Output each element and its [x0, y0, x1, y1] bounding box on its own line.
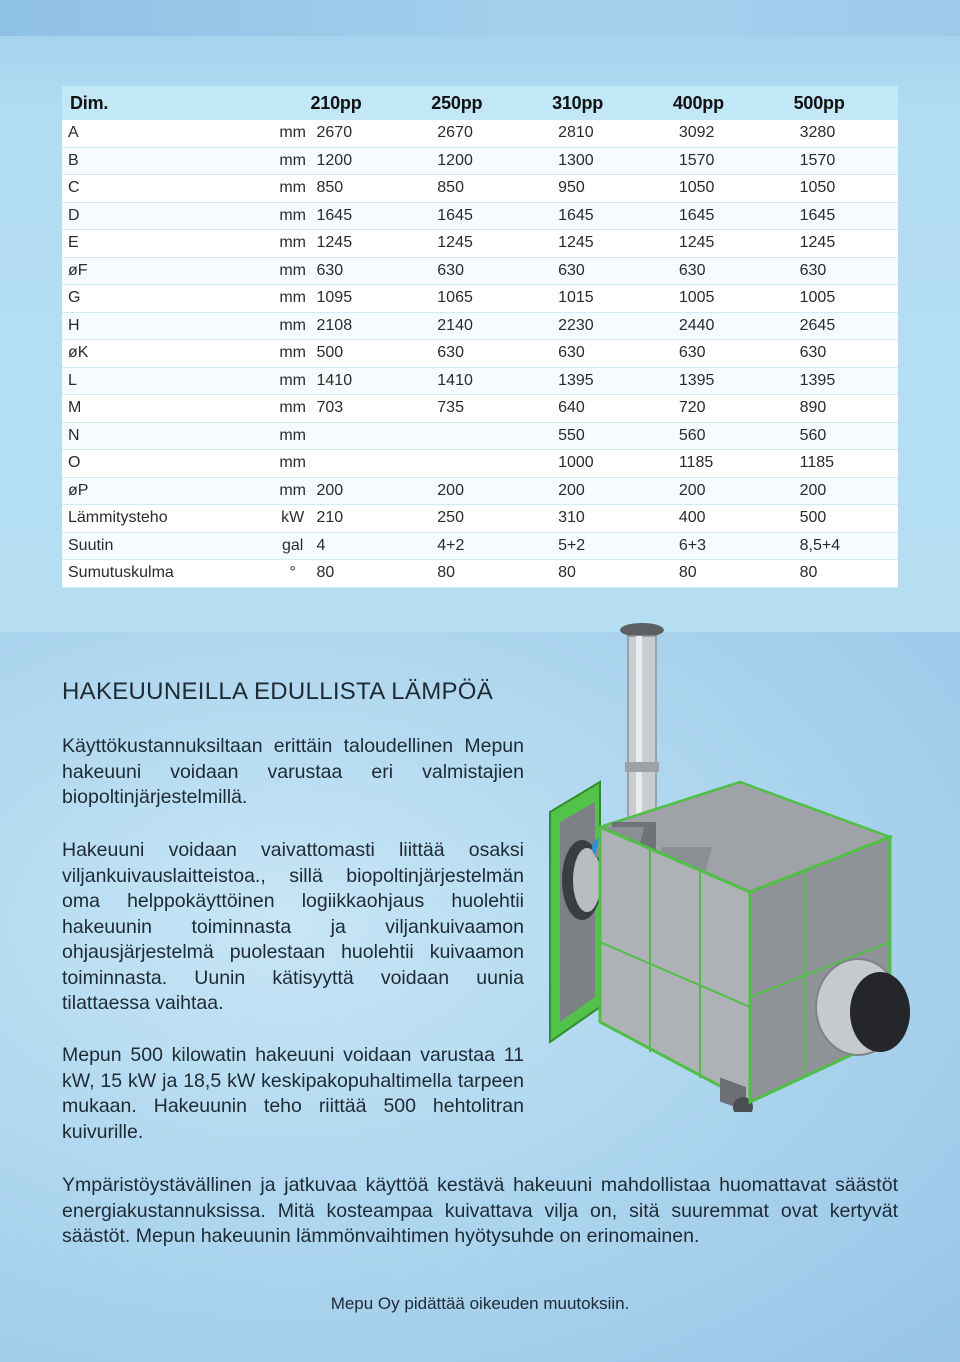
header-400pp: 400pp: [673, 86, 794, 120]
table-cell: 1050: [673, 175, 794, 203]
paragraph-3: Mepun 500 kilowatin hakeuuni voidaan varustaa 11 kW, 15 kW ja 18,5 kW keskipakopuhaltimella tarpeen mukaan. Hakeuunin teho riittää 500 hehtolitran kuivurille.: [62, 1044, 524, 1143]
table-cell: 200: [673, 477, 794, 505]
table-cell: 850: [431, 175, 552, 203]
table-cell: 1245: [431, 230, 552, 258]
table-cell: 1410: [431, 367, 552, 395]
table-cell: 3092: [673, 120, 794, 147]
table-cell: 1395: [794, 367, 898, 395]
table-cell: 560: [794, 422, 898, 450]
row-unit: gal: [275, 532, 311, 560]
header-310pp: 310pp: [552, 86, 673, 120]
table-cell: 1050: [794, 175, 898, 203]
row-unit: mm: [275, 422, 311, 450]
table-cell: 1200: [431, 147, 552, 175]
table-cell: 200: [552, 477, 673, 505]
paragraph-1: Käyttökustannuksiltaan erittäin taloudellinen Mepun hakeuuni voidaan varustaa eri valmistajien biopoltinjärjestelmillä.: [62, 735, 524, 808]
table-cell: 4+2: [431, 532, 552, 560]
table-row: [62, 532, 898, 560]
row-label: Lämmitysteho: [62, 505, 275, 533]
row-unit: mm: [275, 450, 311, 478]
table-cell: 250: [431, 505, 552, 533]
table-cell: 2810: [552, 120, 673, 147]
table-cell: 950: [552, 175, 673, 203]
footer-note: Mepu Oy pidättää oikeuden muutoksiin.: [330, 1294, 630, 1313]
table-cell: 2140: [431, 312, 552, 340]
row-unit: mm: [275, 257, 311, 285]
header-210pp: 210pp: [311, 86, 432, 120]
table-cell: 6+3: [673, 532, 794, 560]
table-cell: 2230: [552, 312, 673, 340]
table-cell: 1005: [673, 285, 794, 313]
row-unit: mm: [275, 202, 311, 230]
row-label: M: [62, 395, 275, 423]
row-unit: mm: [275, 175, 311, 203]
table-cell: 1395: [673, 367, 794, 395]
row-label: G: [62, 285, 275, 313]
table-cell: 630: [552, 257, 673, 285]
table-row: [62, 395, 898, 423]
table-cell: 2670: [311, 120, 432, 147]
row-label: O: [62, 450, 275, 478]
table-cell: 3280: [794, 120, 898, 147]
table-cell: 630: [311, 257, 432, 285]
table-row: [62, 285, 898, 313]
table-cell: 500: [794, 505, 898, 533]
table-row: [62, 367, 898, 395]
table-header-row: [62, 86, 898, 120]
table-cell: 1410: [311, 367, 432, 395]
row-label: B: [62, 147, 275, 175]
table-row: [62, 560, 898, 588]
table-row: [62, 450, 898, 478]
table-cell: 80: [794, 560, 898, 588]
section-heading: HAKEUUNEILLA EDULLISTA LÄMPÖÄ: [62, 678, 494, 705]
row-unit: mm: [275, 395, 311, 423]
table-body: [62, 120, 898, 587]
row-unit: °: [275, 560, 311, 588]
table-cell: 630: [794, 340, 898, 368]
table-cell: 1015: [552, 285, 673, 313]
table-cell: 500: [311, 340, 432, 368]
table-cell: 5+2: [552, 532, 673, 560]
table-row: [62, 340, 898, 368]
header-unit: [275, 86, 311, 120]
row-unit: mm: [275, 285, 311, 313]
table-row: [62, 257, 898, 285]
table-cell: 8,5+4: [794, 532, 898, 560]
row-label: øK: [62, 340, 275, 368]
table-cell: [311, 450, 432, 478]
table-cell: 310: [552, 505, 673, 533]
table-cell: 630: [431, 257, 552, 285]
table-cell: 560: [673, 422, 794, 450]
table-cell: 2440: [673, 312, 794, 340]
table-cell: [431, 422, 552, 450]
row-unit: mm: [275, 230, 311, 258]
table-cell: 1645: [311, 202, 432, 230]
row-label: L: [62, 367, 275, 395]
row-label: H: [62, 312, 275, 340]
table-row: [62, 312, 898, 340]
paragraph-2: Hakeuuni voidaan vaivattomasti liittää osaksi viljankuivauslaitteistoa., sillä biopoltinjärjestelmän oma helppokäyttöinen logiikkaohjaus huolehtii hakeuunin toiminnasta ja viljankuivaamon ohjausjärjestelmä puolestaan huolehtii kuivaamon toiminnasta. Uunin kätisyyttä voidaan uunia tilattaessa vaihtaa.: [62, 839, 524, 1014]
table-row: [62, 175, 898, 203]
table-cell: 2108: [311, 312, 432, 340]
table-row: [62, 230, 898, 258]
table-cell: 2670: [431, 120, 552, 147]
table-cell: 200: [431, 477, 552, 505]
table-cell: 200: [311, 477, 432, 505]
row-label: øF: [62, 257, 275, 285]
table-cell: 400: [673, 505, 794, 533]
row-unit: mm: [275, 120, 311, 147]
table-row: [62, 505, 898, 533]
table-cell: 640: [552, 395, 673, 423]
table-cell: 1245: [794, 230, 898, 258]
table-cell: 80: [673, 560, 794, 588]
table-cell: 630: [431, 340, 552, 368]
table-cell: 1645: [552, 202, 673, 230]
table-cell: 630: [673, 340, 794, 368]
table-cell: 80: [311, 560, 432, 588]
row-unit: mm: [275, 367, 311, 395]
row-unit: mm: [275, 340, 311, 368]
table-cell: 1095: [311, 285, 432, 313]
table-cell: 1000: [552, 450, 673, 478]
top-color-band: [0, 0, 960, 36]
row-label: A: [62, 120, 275, 147]
grain-dryer-furnace-icon: [540, 612, 920, 1112]
table-cell: 1005: [794, 285, 898, 313]
table-cell: 1645: [673, 202, 794, 230]
table-cell: 850: [311, 175, 432, 203]
table-cell: 1200: [311, 147, 432, 175]
table-cell: 550: [552, 422, 673, 450]
table-cell: 1065: [431, 285, 552, 313]
header-dim: Dim.: [62, 86, 275, 120]
table-cell: 1645: [431, 202, 552, 230]
table-cell: [431, 450, 552, 478]
table-cell: 890: [794, 395, 898, 423]
table-cell: 1645: [794, 202, 898, 230]
row-label: N: [62, 422, 275, 450]
table-cell: 80: [552, 560, 673, 588]
row-label: E: [62, 230, 275, 258]
table-cell: 1245: [552, 230, 673, 258]
table-cell: [311, 422, 432, 450]
table-cell: 630: [552, 340, 673, 368]
row-label: D: [62, 202, 275, 230]
row-unit: mm: [275, 477, 311, 505]
table-cell: 210: [311, 505, 432, 533]
table-cell: 1570: [673, 147, 794, 175]
row-unit: mm: [275, 312, 311, 340]
table-cell: 720: [673, 395, 794, 423]
table-cell: 1245: [673, 230, 794, 258]
header-500pp: 500pp: [794, 86, 898, 120]
table-cell: 2645: [794, 312, 898, 340]
table-row: [62, 202, 898, 230]
header-250pp: 250pp: [431, 86, 552, 120]
table-cell: 80: [431, 560, 552, 588]
table-cell: 4: [311, 532, 432, 560]
table-cell: 630: [794, 257, 898, 285]
row-label: Suutin: [62, 532, 275, 560]
dimension-table: [62, 86, 898, 588]
row-unit: mm: [275, 147, 311, 175]
table-cell: 1395: [552, 367, 673, 395]
table-cell: 200: [794, 477, 898, 505]
paragraph-4: Ympäristöystävällinen ja jatkuvaa käyttöä kestävä hakeuuni mahdollistaa huomattavat säästöt energiakustannuksissa. Mitä kosteampaa kuivattava vilja on, sitä suuremmat ovat kertyvät säästöt. Mepun hakeuunin lämmönvaihtimen hyötysuhde on erinomainen.: [62, 1174, 898, 1247]
row-label: C: [62, 175, 275, 203]
row-label: Sumutuskulma: [62, 560, 275, 588]
table-cell: 1185: [673, 450, 794, 478]
table-cell: 1245: [311, 230, 432, 258]
table-cell: 735: [431, 395, 552, 423]
row-label: øP: [62, 477, 275, 505]
table-row: [62, 147, 898, 175]
table-cell: 1570: [794, 147, 898, 175]
table-cell: 630: [673, 257, 794, 285]
table-row: [62, 120, 898, 147]
row-unit: kW: [275, 505, 311, 533]
table-cell: 1185: [794, 450, 898, 478]
table-row: [62, 422, 898, 450]
table-cell: 703: [311, 395, 432, 423]
table-cell: 1300: [552, 147, 673, 175]
table-row: [62, 477, 898, 505]
